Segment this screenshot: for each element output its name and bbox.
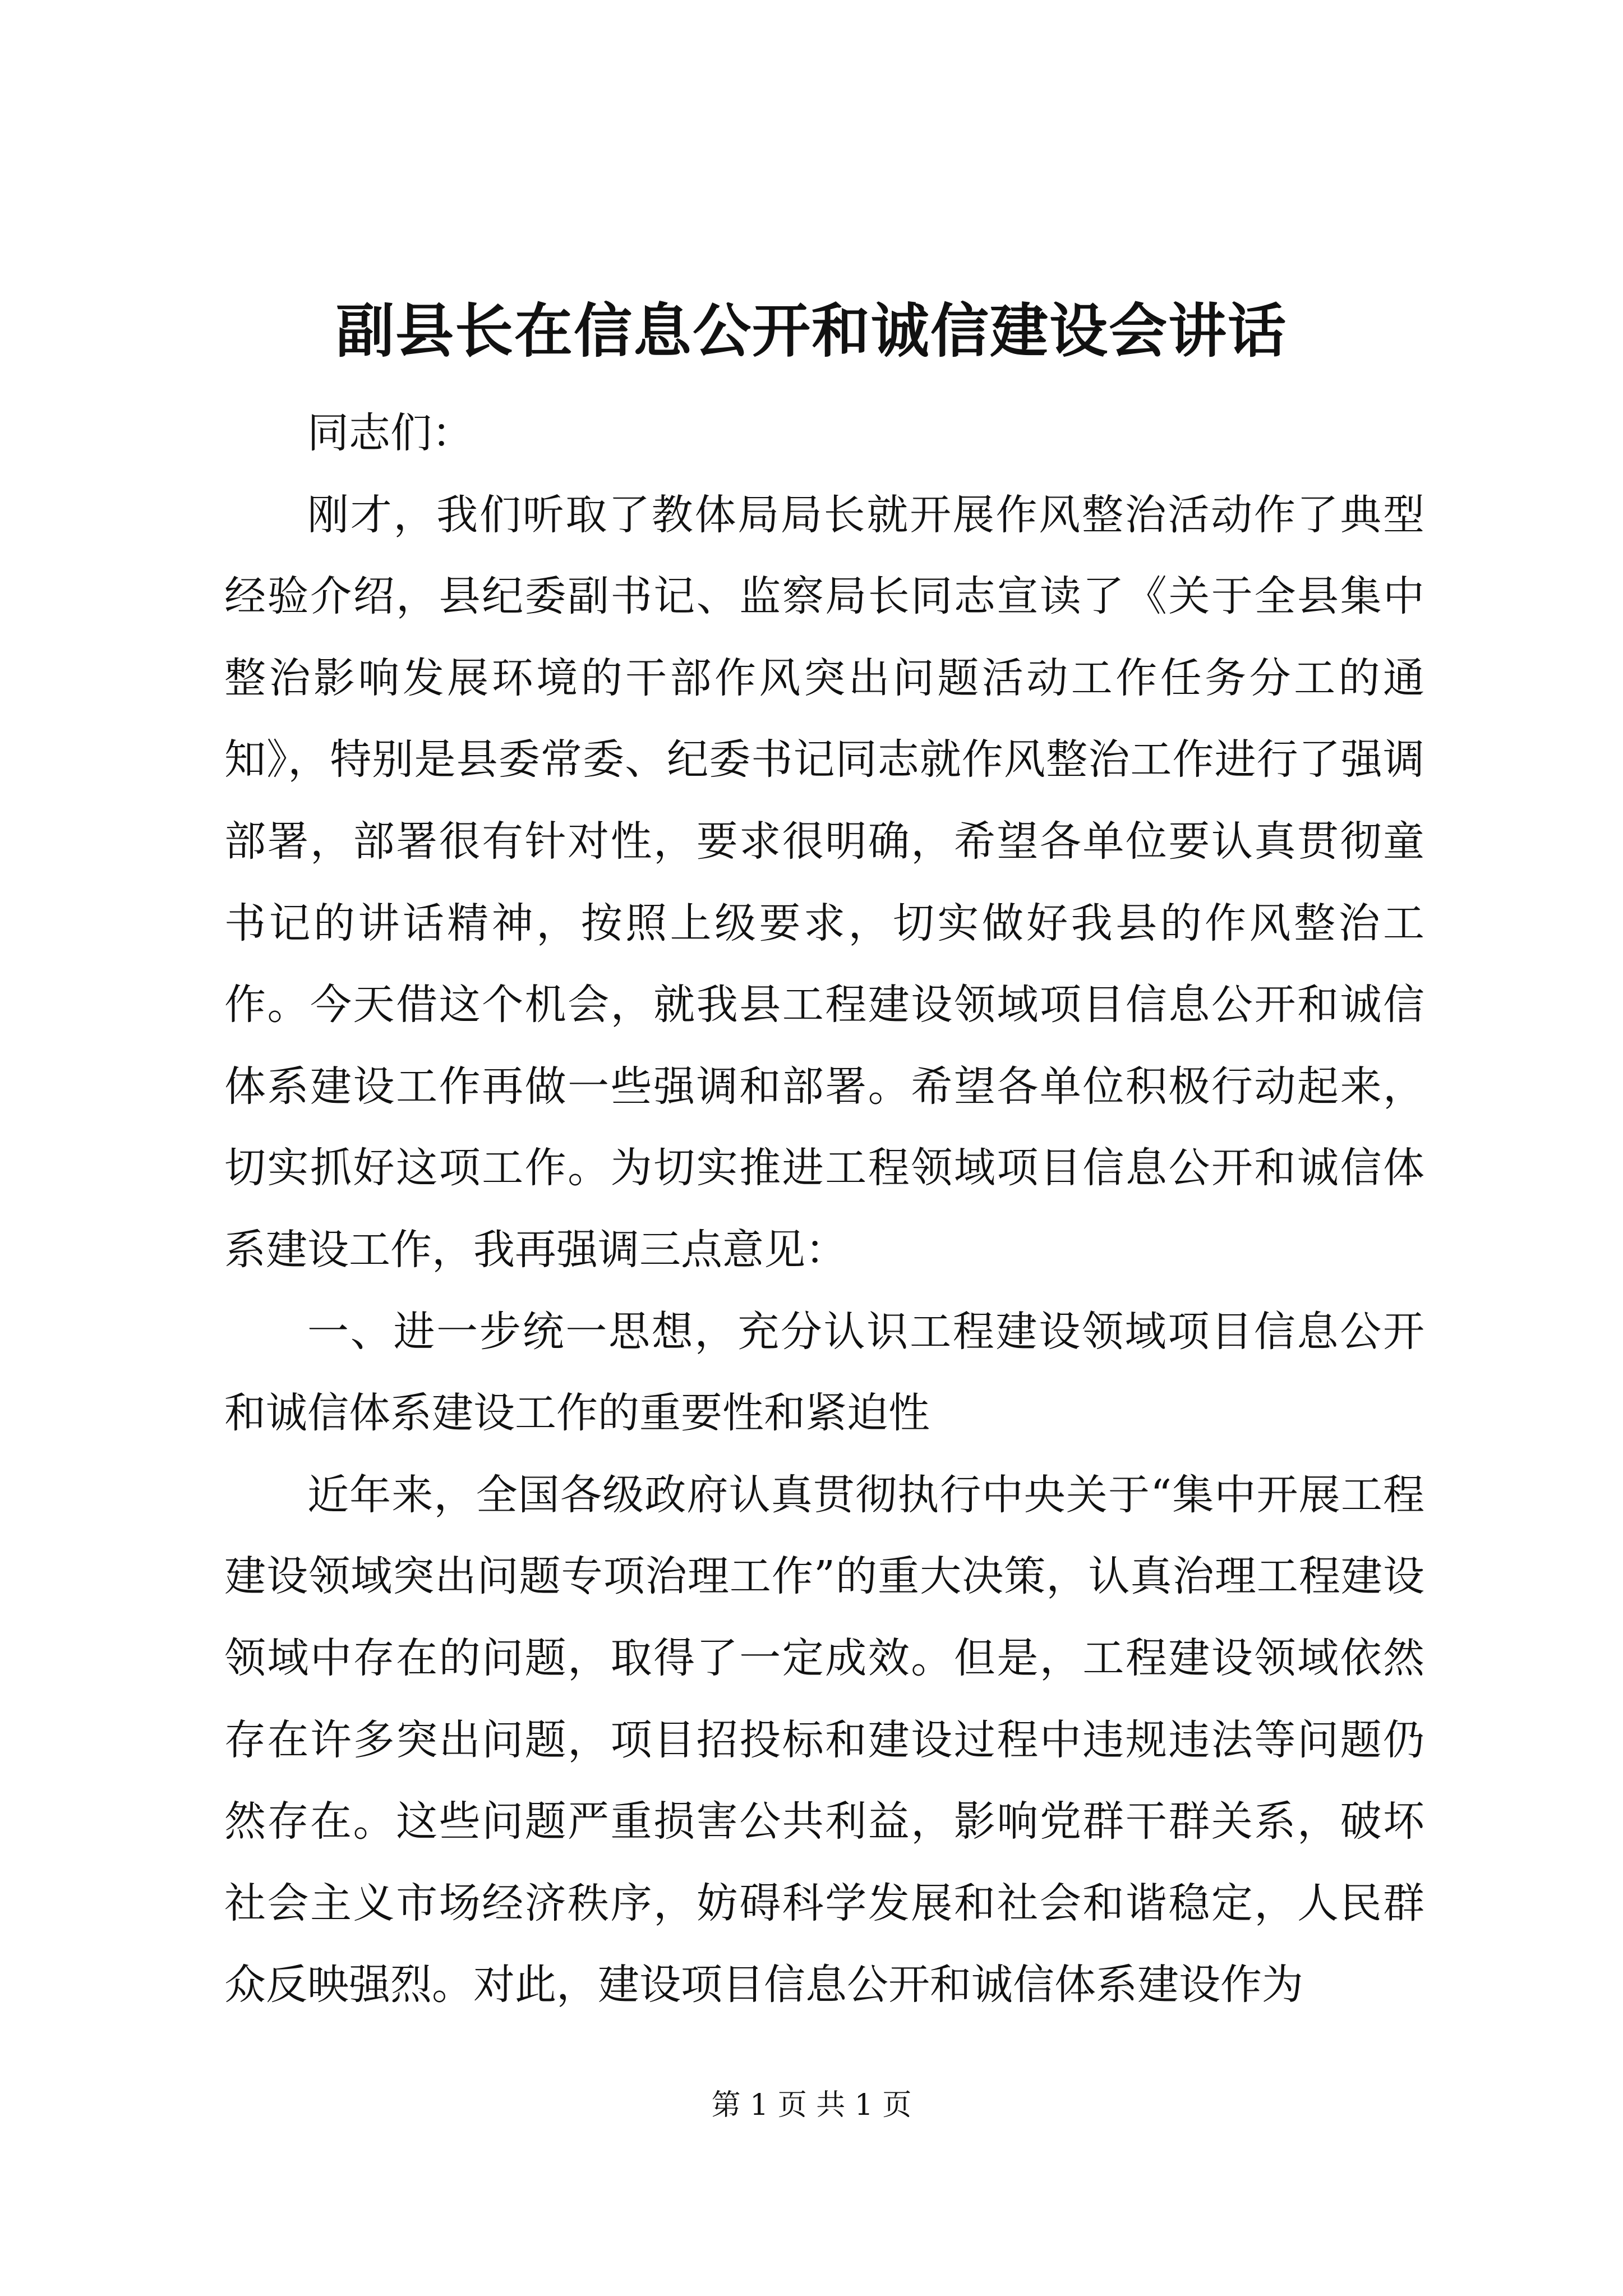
document-title: 副县长在信息公开和诚信建设会讲话 xyxy=(335,296,1287,365)
body-paragraph: 近年来，全国各级政府认真贯彻执行中央关于“集中开展工程建设领域突出问题专项治理工作”的重大决策，认真治理工程建设领域中存在的问题，取得了一定成效。但是，工程建设领域依然存在许多突出问题，项目招投标和建设过程中违规违法等问题仍然存在。这些问题严重损害公共利益，影响党群干群关系，破坏社会主义市场经济秩序，妨碍科学发展和社会和谐稳定，人民群众反映强烈。对此，建设项目信息公开和诚信体系建设作为 xyxy=(224,1470,1424,2009)
intro-paragraph: 刚才，我们听取了教体局局长就开展作风整治活动作了典型经验介绍，县纪委副书记、监察局长同志宣读了《关于全县集中整治影响发展环境的干部作风突出问题活动工作任务分工的通知》，特别是县委常委、纪委书记同志就作风整治工作进行了强调部署，部署很有针对性，要求很明确，希望各单位要认真贯彻童书记的讲话精神，按照上级要求，切实做好我县的作风整治工作。今天借这个机会，就我县工程建设领域项目信息公开和诚信体系建设工作再做一些强调和部署。希望各单位积极行动起来，切实抓好这项工作。为切实推进工程领域项目信息公开和诚信体系建设工作，我再强调三点意见： xyxy=(224,490,1424,1274)
section-heading-1: 一、进一步统一思想，充分认识工程建设领域项目信息公开和诚信体系建设工作的重要性和紧迫性 xyxy=(224,1307,1424,1438)
salutation-paragraph: 同志们： xyxy=(307,409,473,457)
page-footer: 第 1 页 共 1 页 xyxy=(711,2088,912,2122)
document-body xyxy=(224,393,1424,2026)
